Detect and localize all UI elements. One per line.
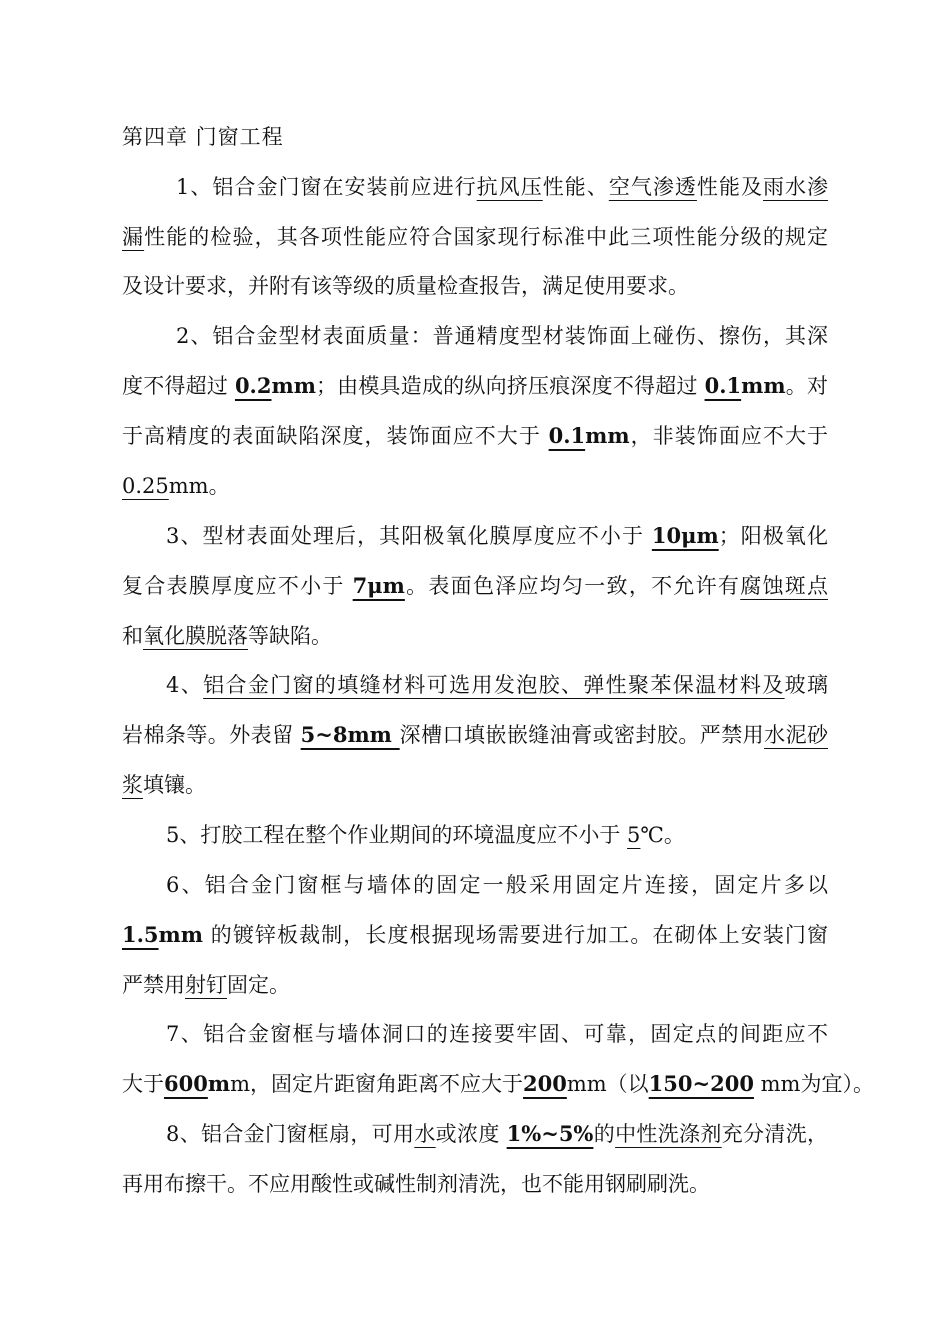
text: 8、铝合金门窗框扇，可用 <box>166 1122 415 1146</box>
text: 1、铝合金门窗在安装前应进行 <box>176 175 477 199</box>
text: ；由模具造成的纵向挤压痕深度不得超过 <box>315 374 705 398</box>
value-underlined: 150~200 <box>648 1071 754 1096</box>
text: 严禁用 <box>122 973 185 997</box>
underlined-term: 雨水渗 <box>763 175 829 199</box>
text: 再用布擦干。不应用酸性或碱性制剂清洗，也不能用钢刷刷洗。 <box>122 1172 710 1196</box>
p7-line-1 <box>166 1019 828 1049</box>
text: 。对 <box>785 374 828 398</box>
underlined-term: 铝合金门窗的填缝材料可选用发泡胶、弹性聚苯保温材料及 <box>203 673 785 697</box>
p6-line-3 <box>122 970 828 1000</box>
text: 和 <box>122 624 143 648</box>
underlined-term: 水 <box>414 1122 436 1146</box>
value-underlined: 0.1 <box>548 423 586 448</box>
underlined-term: 氧化膜脱落 <box>143 624 248 648</box>
p6-line-2 <box>122 920 828 950</box>
text: mm（以 <box>566 1072 649 1096</box>
text: 度不得超过 <box>122 374 235 398</box>
value-underlined: 7μm <box>352 573 405 598</box>
text: 7、铝合金窗框与墙体洞口的连接要牢固、可靠，固定点的间距应不 <box>166 1022 828 1046</box>
value-underlined: 1%~5% <box>506 1121 594 1146</box>
unit: m <box>207 1071 231 1096</box>
value-underlined: 5 <box>627 823 641 847</box>
text: 的镀锌板裁制，长度根据现场需要进行加工。在砌体上安装门窗 <box>203 923 828 947</box>
unit: mm <box>158 922 203 947</box>
p5-line-1 <box>166 820 828 850</box>
text: 玻璃 <box>784 673 828 697</box>
underlined-term: 水泥砂 <box>764 723 829 747</box>
chapter-heading: 第四章 门窗工程 <box>122 125 284 149</box>
unit: mm <box>271 373 316 398</box>
text: mm。 <box>168 474 230 498</box>
text: 填镶。 <box>143 773 206 797</box>
text: 性能的检验，其各项性能应符合国家现行标准中此三项性能分级的规定 <box>144 225 829 249</box>
underlined-term: 射钉 <box>185 973 227 997</box>
text: 岩棉条等。外表留 <box>122 723 301 747</box>
underlined-term: 抗风压 <box>476 175 543 199</box>
text: 复合表膜厚度应不小于 <box>122 574 353 598</box>
unit: mm <box>741 373 786 398</box>
p7-line-2 <box>122 1069 874 1099</box>
underlined-term: 中性洗涤剂 <box>615 1122 722 1146</box>
text: 及设计要求，并附有该等级的质量检查报告，满足使用要求。 <box>122 274 689 298</box>
value-underlined: 600 <box>164 1071 208 1096</box>
text: 5、打胶工程在整个作业期间的环境温度应不小于 <box>166 823 628 847</box>
value-underlined: 0.2 <box>234 373 272 398</box>
p1-line-1 <box>176 172 828 202</box>
text: 于高精度的表面缺陷深度，装饰面应不大于 <box>122 424 549 448</box>
underlined-term: 漏 <box>122 225 145 249</box>
p8-line-2 <box>122 1169 828 1199</box>
p2-line-3 <box>122 421 828 451</box>
p4-line-3 <box>122 770 828 800</box>
p4-line-1 <box>166 670 828 700</box>
value-underlined: 5~8mm <box>300 722 400 747</box>
text: ；阳极氧化 <box>718 524 829 548</box>
text: 3、型材表面处理后，其阳极氧化膜厚度应不小于 <box>166 524 652 548</box>
text: 性能及 <box>696 175 763 199</box>
p4-line-2 <box>122 720 828 750</box>
text: 等缺陷。 <box>248 624 332 648</box>
p1-line-2 <box>122 222 828 252</box>
p6-line-1 <box>166 870 828 900</box>
underlined-term: 空气渗透 <box>608 175 697 199</box>
p2-line-1 <box>176 321 828 351</box>
value-underlined: 1.5 <box>122 922 159 947</box>
value-underlined: 200 <box>523 1071 567 1096</box>
p3-line-2 <box>122 571 828 601</box>
text: 2、铝合金型材表面质量：普通精度型材装饰面上碰伤、擦伤，其深 <box>176 324 828 348</box>
text: 性能、 <box>542 175 609 199</box>
value-underlined: 10μm <box>651 523 719 548</box>
text: 4、 <box>166 673 204 697</box>
value-underlined: 0.25 <box>122 474 169 498</box>
unit: mm <box>585 423 630 448</box>
text: ℃。 <box>640 823 685 847</box>
p8-line-1 <box>166 1119 828 1149</box>
text: 充分清洗， <box>721 1122 829 1146</box>
p3-line-1 <box>166 521 828 551</box>
value-underlined: 0.1 <box>704 373 742 398</box>
text: 或浓度 <box>435 1122 507 1146</box>
text: 大于 <box>122 1072 164 1096</box>
p2-line-2 <box>122 371 828 401</box>
p2-line-4 <box>122 471 828 501</box>
underlined-term: 腐蚀斑点 <box>740 574 828 598</box>
p3-line-3 <box>122 621 828 651</box>
text: ，非装饰面应不大于 <box>629 424 829 448</box>
text: 深槽口填嵌嵌缝油膏或密封胶。严禁用 <box>399 723 765 747</box>
text: 。表面色泽应均匀一致，不允许有 <box>404 574 741 598</box>
underlined-term: 浆 <box>122 773 143 797</box>
p1-line-3 <box>122 271 828 301</box>
text: 的 <box>593 1122 616 1146</box>
text: 固定。 <box>227 973 290 997</box>
text: 6、铝合金门窗框与墙体的固定一般采用固定片连接，固定片多以 <box>166 873 828 897</box>
text: m，固定片距窗角距离不应大于 <box>230 1072 523 1096</box>
text: mm为宜）。 <box>753 1072 874 1096</box>
